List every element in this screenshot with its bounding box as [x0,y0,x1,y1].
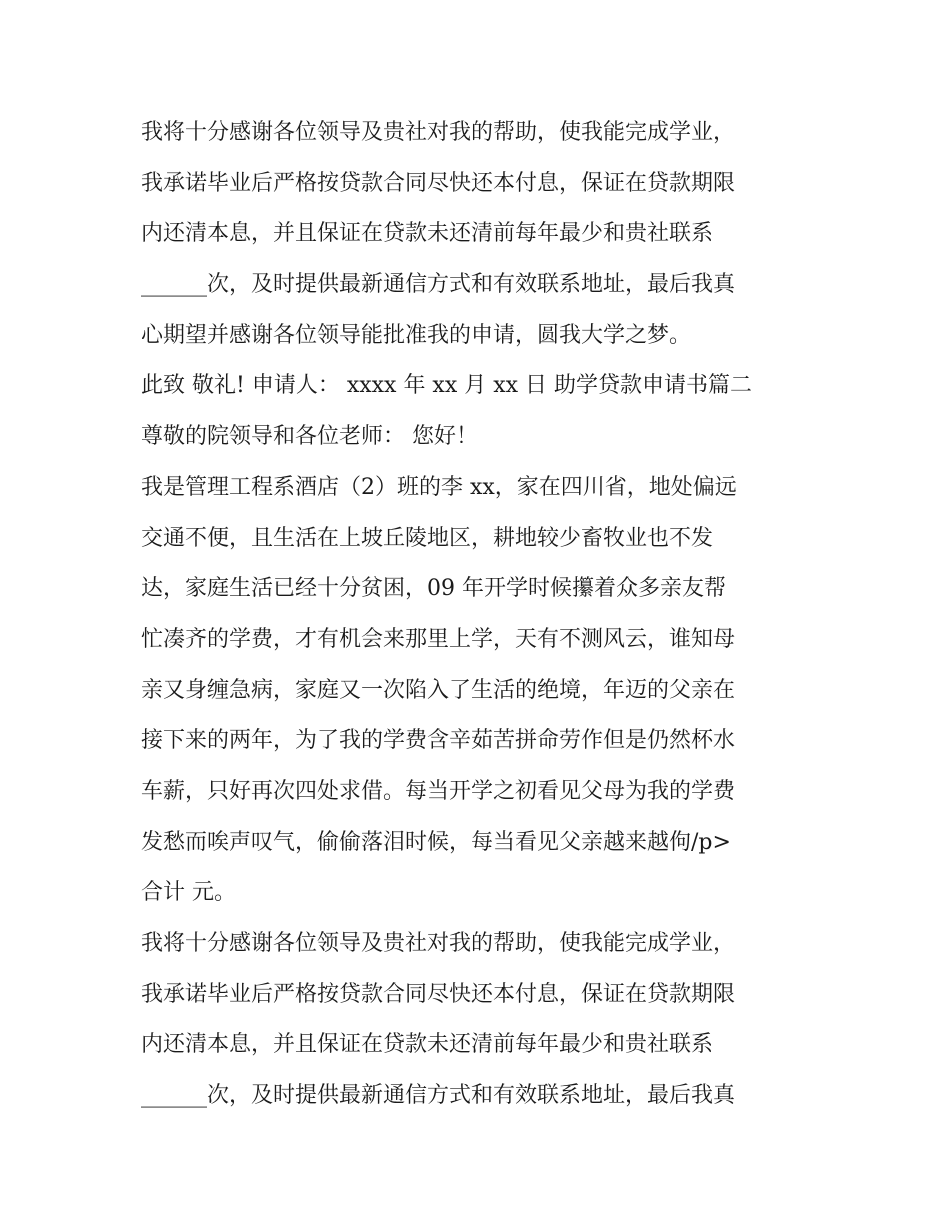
text-line: 达，家庭生活已经十分贫困，09 年开学时候攥着众多亲友帮 [141,576,726,602]
text-line: 心期望并感谢各位领导能批准我的申请，圆我大学之梦。 [141,322,692,348]
text-line: 接下来的两年，为了我的学费含辛茹苦拼命劳作但是仍然杯水 [141,728,736,754]
text-line: 交通不便，且生活在上坡丘陵地区，耕地较少畜牧业也不发 [141,525,714,551]
text-line: 此致 敬礼! 申请人： xxxx 年 xx 月 xx 日 助学贷款申请书篇二 [141,373,753,399]
text-line: 内还清本息，并且保证在贷款未还清前每年最少和贵社联系 [141,1032,714,1058]
text-line: ______次，及时提供最新通信方式和有效联系地址，最后我真 [141,272,736,298]
text-line: 发愁而唉声叹气，偷偷落泪时候，每当看见父亲越来越佝/p> [141,829,731,855]
text-line: 尊敬的院领导和各位老师： 您好！ [141,424,478,450]
text-line: 忙凑齐的学费，才有机会来那里上学，天有不测风云，谁知母 [141,626,736,652]
text-line: 我将十分感谢各位领导及贵社对我的帮助，使我能完成学业， [141,120,736,145]
text-line: ______次，及时提供最新通信方式和有效联系地址，最后我真 [141,1083,736,1109]
text-line: 我承诺毕业后严格按贷款合同尽快还本付息，保证在贷款期限 [141,981,736,1007]
text-line: 合计 元。 [141,880,236,906]
document-body [141,108,821,1122]
text-line: 我承诺毕业后严格按贷款合同尽快还本付息，保证在贷款期限 [141,170,736,196]
text-line: 内还清本息，并且保证在贷款未还清前每年最少和贵社联系 [141,221,714,247]
text-line: 我是管理工程系酒店（2）班的李 xx，家在四川省，地处偏远 [141,474,737,500]
text-line: 亲又身缠急病，家庭又一次陷入了生活的绝境，年迈的父亲在 [141,677,736,703]
text-line: 我将十分感谢各位领导及贵社对我的帮助，使我能完成学业， [141,931,736,956]
text-line: 车薪，只好再次四处求借。每当开学之初看见父母为我的学费 [141,778,736,804]
